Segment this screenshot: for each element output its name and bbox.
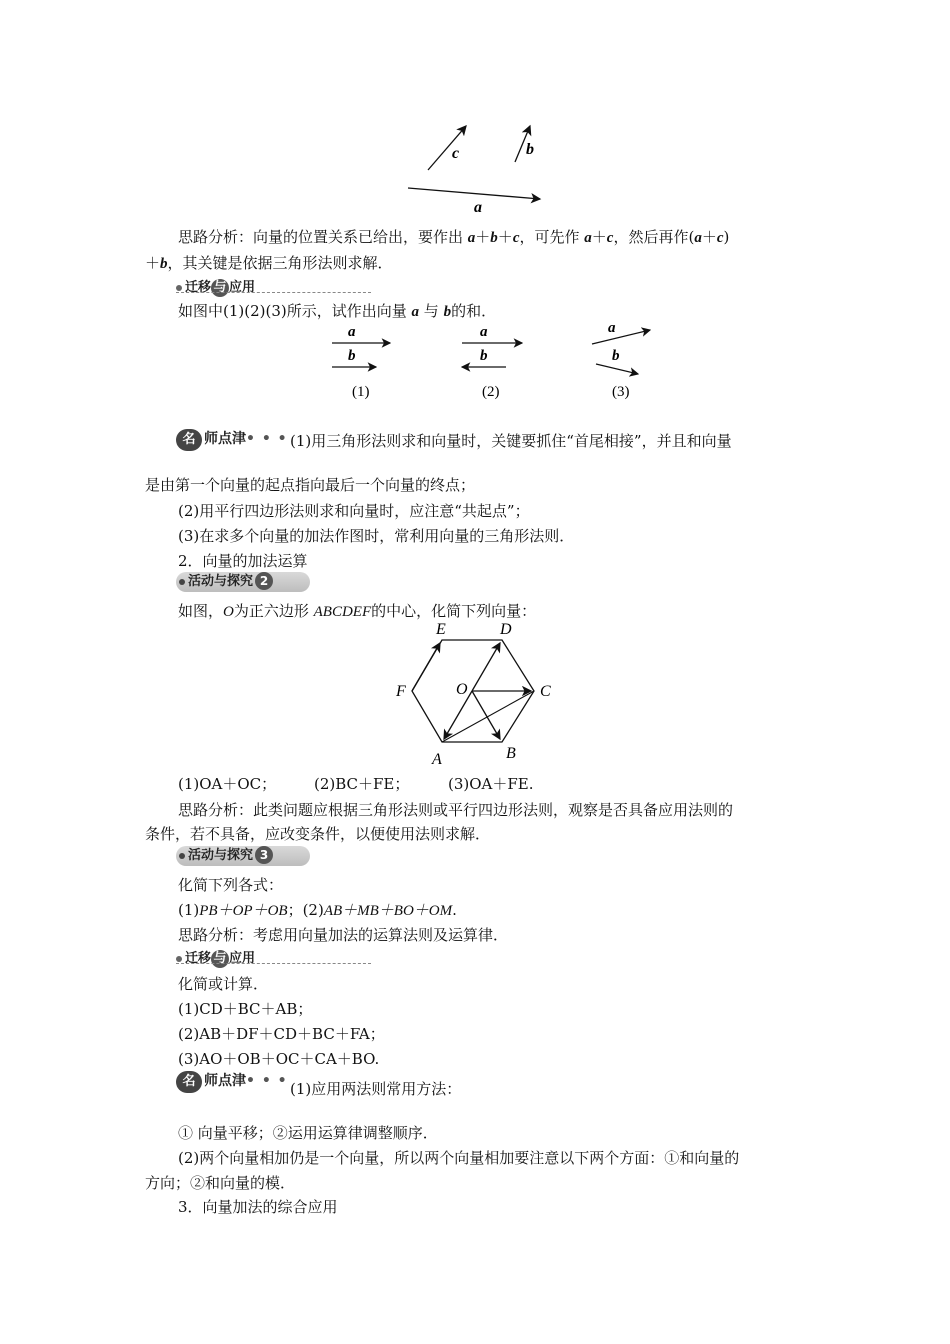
vector-a-label: a xyxy=(474,199,482,216)
label-D: D xyxy=(500,621,512,638)
quill-icon: 名 xyxy=(176,1071,202,1093)
exercise2-intro: 化简或计算． xyxy=(178,975,269,993)
tips1-line2: 是由第一个向量的起点指向最后一个向量的终点； xyxy=(145,476,476,494)
bullet-icon xyxy=(179,853,185,859)
pair2-b-label: b xyxy=(480,348,488,364)
vector-b-label: b xyxy=(526,141,534,158)
vector-figure-pairs xyxy=(320,318,660,404)
pair1-caption: (1) xyxy=(352,384,370,400)
tips2-line4: 方向；②和向量的模． xyxy=(145,1174,296,1192)
activity2-q3: (3)OA＋FE. xyxy=(448,775,534,793)
teacher-tips-1: 名 师点津• • • xyxy=(176,428,288,451)
quill-icon: 名 xyxy=(176,429,202,451)
label-E: E xyxy=(436,621,446,638)
activity2-q2: (2)BC＋FE； xyxy=(314,775,410,793)
vector-FE xyxy=(412,643,440,691)
think1-line2: ＋b，其关键是依据三角形法则求解． xyxy=(145,254,393,272)
bullet-icon xyxy=(176,285,182,291)
section3-heading: 3．向量加法的综合应用 xyxy=(178,1198,338,1216)
label-B: B xyxy=(506,745,516,762)
exercise2-q2: (2)AB＋DF＋CD＋BC＋FA； xyxy=(178,1025,385,1043)
tips2-line2: ① 向量平移；②运用运算律调整顺序． xyxy=(178,1124,438,1142)
vector-a xyxy=(408,188,540,199)
bullet-icon xyxy=(176,956,182,962)
vector-c xyxy=(428,126,466,170)
label-F: F xyxy=(396,683,406,700)
vector-figure-abc xyxy=(400,118,560,218)
activity-badge-3: 活动与探究 3 xyxy=(176,846,310,866)
activity2-text: 如图，O为正六边形 ABCDEF的中心，化简下列向量： xyxy=(178,602,537,620)
bullet-icon xyxy=(179,579,185,585)
think2-line2: 条件，若不具备，应改变条件，以便使用法则求解． xyxy=(145,825,491,843)
segment-AB-path xyxy=(442,691,534,742)
vector-OD xyxy=(472,643,500,691)
pair3-vector-b xyxy=(596,364,638,374)
pair3-a-label: a xyxy=(608,320,616,336)
activity2-q1: (1)OA＋OC； xyxy=(178,775,277,793)
pair3-vector-a xyxy=(592,330,650,344)
activity-badge-2: 活动与探究 2 xyxy=(176,572,310,592)
pair3-b-label: b xyxy=(612,348,620,364)
think1-line1: 思路分析：向量的位置关系已给出，要作出 a＋b＋c，可先作 a＋c，然后再作(a＋c) xyxy=(178,228,730,246)
exercise2-q1: (1)CD＋BC＋AB； xyxy=(178,1000,313,1018)
pair3-caption: (3) xyxy=(612,384,630,400)
section2-heading: 2．向量的加法运算 xyxy=(178,552,308,570)
label-A: A xyxy=(432,751,442,768)
transfer-apply-tag-2: 迁移 与 应用 xyxy=(176,947,255,968)
pair2-caption: (2) xyxy=(482,384,500,400)
pair1-b-label: b xyxy=(348,348,356,364)
activity3-intro: 化简下列各式： xyxy=(178,876,284,894)
pair2-a-label: a xyxy=(480,324,488,340)
transfer-apply-tag: 迁移 与 应用 xyxy=(176,276,255,297)
activity3-questions: (1)PB＋OP＋OB；(2)AB＋MB＋BO＋OM. xyxy=(178,901,457,919)
activity3-think: 思路分析：考虑用向量加法的运算法则及运算律． xyxy=(178,926,509,944)
vector-OA xyxy=(444,691,472,739)
tips1-line1: (1)用三角形法则求和向量时，关键要抓住“首尾相接”，并且和向量 xyxy=(290,432,732,450)
exercise2-q3: (3)AO＋OB＋OC＋CA＋BO. xyxy=(178,1050,380,1068)
divider xyxy=(176,292,371,293)
think2-line1: 思路分析：此类问题应根据三角形法则或平行四边形法则，观察是否具备应用法则的 xyxy=(178,801,734,819)
vector-c-label: c xyxy=(452,145,460,162)
hexagon-figure xyxy=(390,616,570,770)
pair1-a-label: a xyxy=(348,324,356,340)
divider xyxy=(176,963,371,964)
vector-OB xyxy=(472,691,500,739)
tips1-line4: (3)在求多个向量的加法作图时，常利用向量的三角形法则． xyxy=(178,527,575,545)
tips1-line3: (2)用平行四边形法则求和向量时，应注意“共起点”； xyxy=(178,502,530,520)
label-O: O xyxy=(456,681,468,698)
label-C: C xyxy=(540,683,551,700)
teacher-tips-2: 名 师点津• • • xyxy=(176,1070,288,1093)
tips2-line1: (1)应用两法则常用方法： xyxy=(290,1080,462,1098)
tips2-line3: (2)两个向量相加仍是一个向量，所以两个向量相加要注意以下两个方面：①和向量的 xyxy=(178,1149,740,1167)
exercise1-text: 如图中(1)(2)(3)所示，试作出向量 a 与 b的和． xyxy=(178,302,497,320)
